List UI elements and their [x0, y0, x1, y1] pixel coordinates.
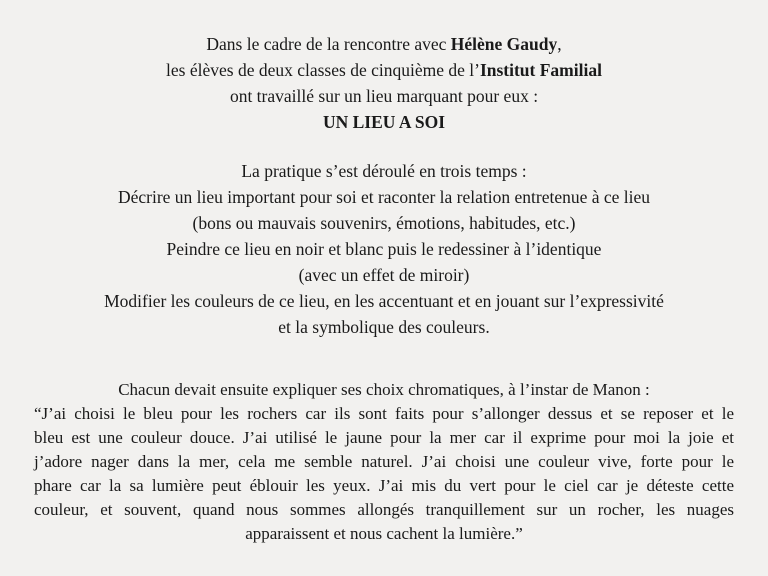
quote-line: j’adore nager dans la mer, cela me semble naturel. J’ai choisi une couleur vive, forte pour le	[34, 452, 734, 471]
quote-line-last: apparaissent et nous cachent la lumière.”	[245, 524, 523, 543]
steps-line: (avec un effet de miroir)	[298, 265, 470, 285]
author-name: Hélène Gaudy	[450, 34, 558, 54]
project-title-text: UN LIEU A SOI	[322, 112, 446, 132]
intro-line-1-suffix: ,	[557, 34, 562, 54]
steps-line: et la symbolique des couleurs.	[278, 317, 490, 337]
intro-block	[0, 31, 768, 135]
quote-intro: Chacun devait ensuite expliquer ses choix chromatiques, à l’instar de Manon :	[118, 380, 650, 399]
quote-line: bleu est une couleur douce. J’ai utilisé le jaune pour la mer car il exprime pour moi la joie et	[34, 428, 734, 447]
quote-line: “J’ai choisi le bleu pour les rochers car ils sont faits pour s’allonger dessus et se reposer et le	[34, 404, 734, 423]
quote-line: phare car la sa lumière peut éblouir les yeux. J’ai mis du vert pour le ciel car je déteste cette	[34, 476, 734, 495]
project-title	[0, 109, 768, 135]
steps-line: Modifier les couleurs de ce lieu, en les accentuant et en jouant sur l’expressivité	[104, 291, 664, 311]
steps-line: (bons ou mauvais souvenirs, émotions, habitudes, etc.)	[192, 213, 576, 233]
quote-block	[0, 378, 768, 546]
intro-line-2	[0, 57, 768, 83]
steps-heading: La pratique s’est déroulé en trois temps :	[241, 161, 527, 181]
steps-line: Peindre ce lieu en noir et blanc puis le redessiner à l’identique	[166, 239, 602, 259]
intro-line-1-text: Dans le cadre de la rencontre avec	[206, 34, 451, 54]
school-name: Institut Familial	[479, 60, 602, 80]
steps-block	[0, 158, 768, 340]
intro-line-2-text: les élèves de deux classes de cinquième de l’	[166, 60, 480, 80]
intro-line-3: ont travaillé sur un lieu marquant pour eux :	[229, 86, 539, 106]
quote-line: couleur, et souvent, quand nous sommes allongés tranquillement sur un rocher, les nuages	[34, 500, 734, 519]
steps-line: Décrire un lieu important pour soi et raconter la relation entretenue à ce lieu	[117, 187, 651, 207]
intro-line-1	[0, 31, 768, 57]
